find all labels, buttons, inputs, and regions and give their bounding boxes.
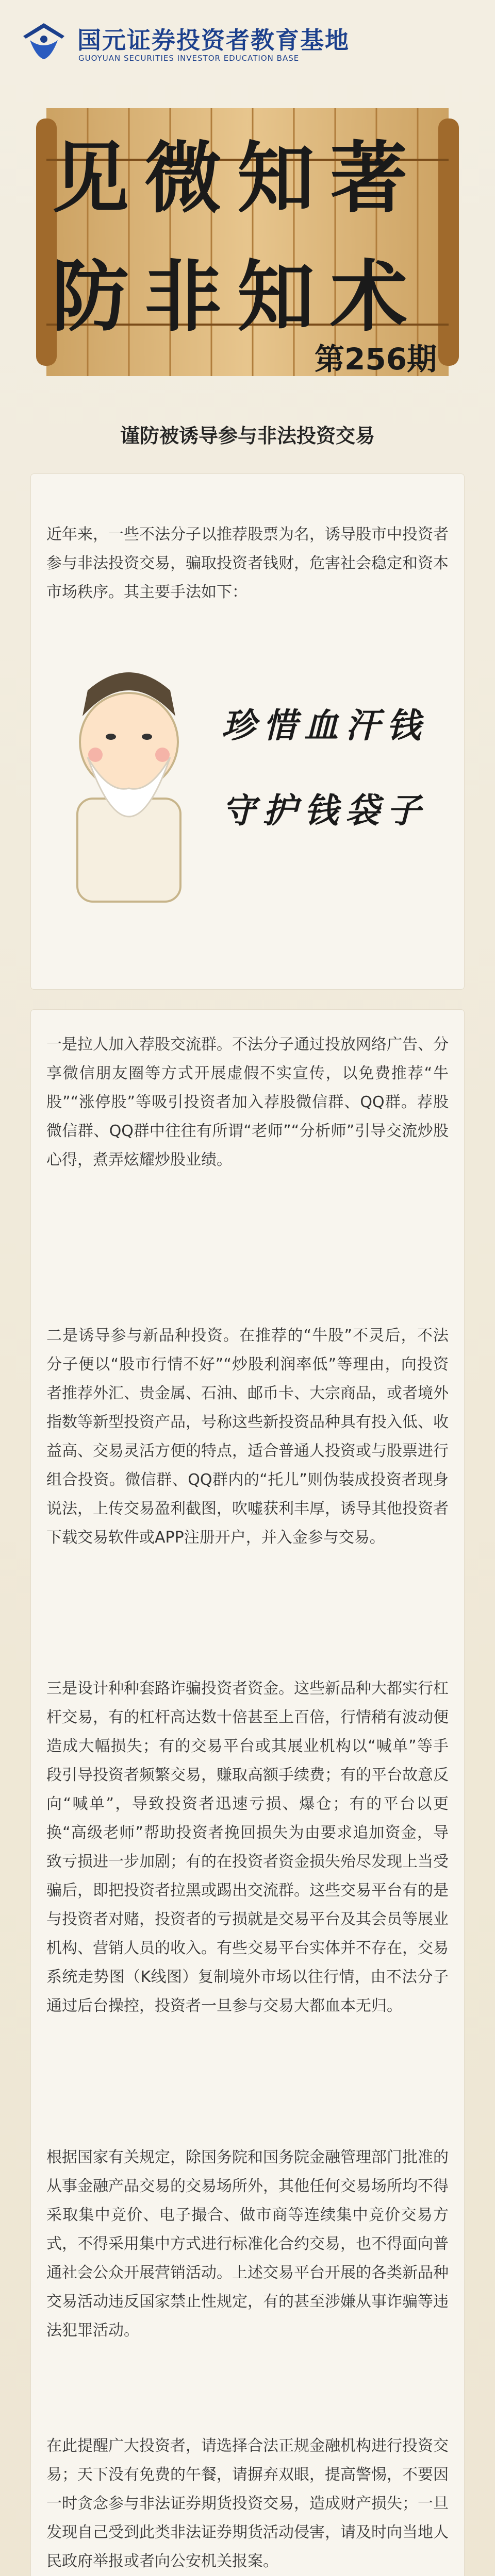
title-line-2: 防非知术 [52,251,423,342]
header [0,0,495,82]
slogan-line-2: 守护钱袋子 [222,790,428,831]
intro-text: 近年来，一些不法分子以推荐股票为名，诱导股市中投资者参与非法投资交易，骗取投资者钱财，危害社会稳定和资本市场秩序。其主要手法如下： [46,526,449,601]
regulation-text: 根据国家有关规定，除国务院和国务院金融管理部门批准的从事金融产品交易的交易场所外，其他任何交易场所均不得采取集中竞价、电子撮合、做市商等连续集中竞价交易方式，不得采用集中方式进行标准化合约交易，也不得面向普通社会公众开展营销活动。上述交易平台开展的各类新品种交易活动违反国家禁止性规定，有的甚至涉嫌从事诈骗等违法犯罪活动。 [46,2148,449,2340]
brand-name: 国元证券投资者教育基地 [77,26,350,54]
method-3: 三是设计种种套路诈骗投资者资金。这些新品种大都实行杠杆交易，有的杠杆高达数十倍甚至上百倍，行情稍有波动便造成大幅损失；有的交易平台或其展业机构以“喊单”等手段引导投资者频繁交易，赚取高额手续费；有的平台故意反向“喊单”，导致投资者迅速亏损、爆仓；有的平台以更换“高级老师”帮助投资者挽回损失为由要求追加资金，导致亏损进一步加剧；有的在投资者资金损失殆尽发现上当受骗后，即把投资者拉黑或踢出交流群。这些交易平台有的是与投资者对赌，投资者的亏损就是交易平台及其会员等展业机构、营销人员的收入。有些交易平台实体并不存在，交易系统走势图（K线图）复制境外市场以往行情，由不法分子通过后台操控，投资者一旦参与交易大都血本无归。 [46,1680,449,2015]
issue-number: 第256期 [315,342,437,377]
sage-icon [46,659,211,907]
brand-name-en: GUOYUAN SECURITIES INVESTOR EDUCATION BASE [78,54,300,63]
method-1: 一是拉人加入荐股交流群。不法分子通过投放网络广告、分享微信朋友圈等方式开展虚假不实宣传，以免费推荐“牛股”“涨停股”等吸引投资者加入荐股微信群、QQ群。荐股微信群、QQ群中往往有所谓“老师”“分析师”引导交流炒股心得，煮弄炫耀炒股业绩。 [46,1036,449,1169]
brand-logo-icon [21,21,67,62]
reminder-text: 在此提醒广大投资者，请选择合法正规金融机构进行投资交易；天下没有免费的午餐，请摒弃双眼，提高警惕，不要因一时贪念参与非法证券期货投资交易，造成财产损失；一旦发现自己受到此类非法证券期货活动侵害，请及时向当地人民政府举报或者向公安机关报案。 [46,2437,449,2570]
slogan-line-1: 珍惜血汗钱 [222,705,428,745]
method-2: 二是诱导参与新品种投资。在推荐的“牛股”不灵后，不法分子便以“股市行情不好”“炒股利润率低”等理由，向投资者推荐外汇、贵金属、石油、邮币卡、大宗商品，或者境外指数等新型投资产品，号称这些新投资品种具有投入低、收益高、交易灵活方便的特点，适合普通人投资或与股票进行组合投资。微信群、QQ群内的“托儿”则伪装成投资者现身说法，上传交易盈利截图，吹嘘获利丰厚，诱导其他投资者下载交易软件或APP注册开户，并入金参与交易。 [46,1327,449,1547]
title-line-1: 见微知著 [52,133,423,224]
subtitle: 谨防被诱导参与非法投资交易 [120,425,375,447]
